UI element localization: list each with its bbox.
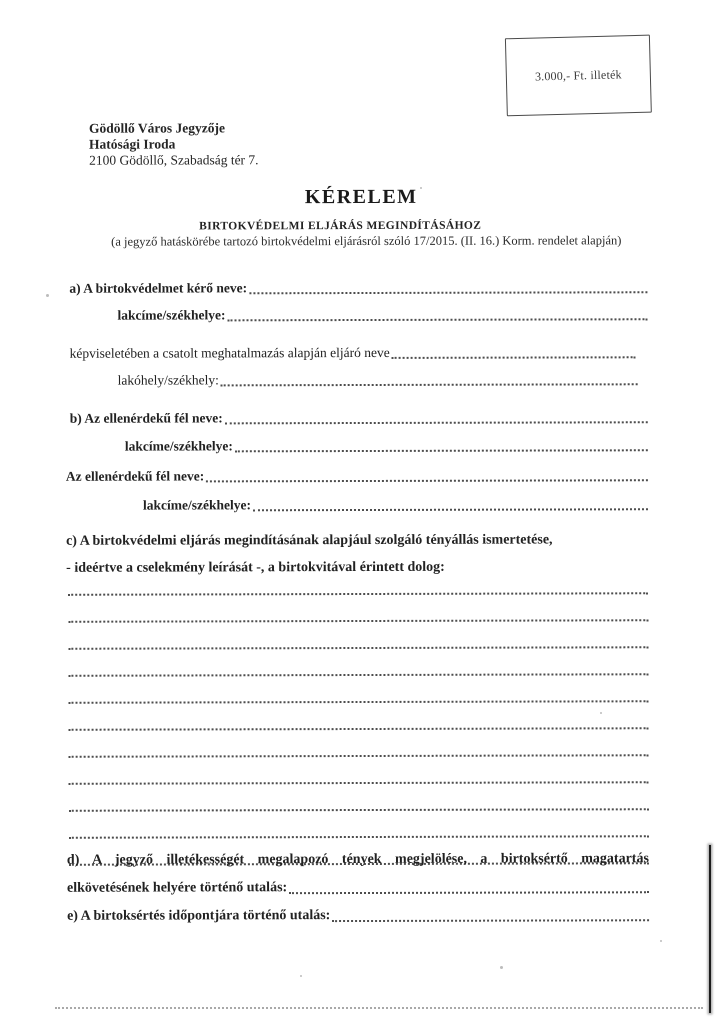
field-label-e: e) A birtoksértés időpontjára történő utalás: [67, 908, 331, 924]
dotted-fill-line [289, 891, 649, 894]
blank-dotted-line [68, 675, 648, 704]
field-label-b-address: lakcíme/székhelye: [124, 438, 233, 454]
document-subtitle: BIRTOKVÉDELMI ELJÁRÁS MEGINDÍTÁSÁHOZ [199, 219, 482, 233]
field-label-a-name: a) A birtokvédelmet kérő neve: [69, 280, 248, 296]
dotted-fill-line [221, 383, 638, 386]
scan-speck [600, 712, 602, 714]
field-row-a-name [69, 278, 647, 298]
field-label-representative-address: lakóhely/székhely: [117, 372, 219, 388]
dotted-fill-line [206, 479, 648, 482]
field-label-c-line2: - ideértve a cselekmény leírását -, a birtokvitával érintett dolog: [66, 559, 445, 576]
scan-speck [300, 975, 302, 977]
scan-speck [660, 940, 662, 942]
scan-speck [500, 966, 503, 969]
dotted-fill-line [227, 318, 647, 321]
recipient-line-2: Hatósági Iroda [89, 136, 176, 152]
recipient-address-block [89, 120, 259, 168]
fee-stamp-label: 3.000,- Ft. illeték [534, 66, 622, 84]
field-row-b2-address [143, 495, 648, 514]
field-label-c-line1: c) A birtokvédelmi eljárás megindításának alapjául szolgáló tényállás ismertetése, [66, 532, 553, 549]
c-blank-lines [68, 567, 649, 866]
blank-dotted-line [69, 702, 649, 731]
blank-dotted-line [68, 594, 648, 623]
field-label-representative-name: képviseletében a csatolt meghatalmazás alapján eljáró neve [69, 344, 390, 361]
field-row-b-address [125, 436, 648, 455]
blank-dotted-line [69, 729, 649, 758]
blank-dotted-line [69, 783, 649, 812]
blank-dotted-line [69, 810, 649, 839]
field-label-b2-address: lakcíme/székhelye: [142, 497, 251, 513]
field-row-a-address [117, 305, 647, 324]
dotted-fill-line [225, 421, 648, 424]
dotted-fill-line [392, 356, 636, 359]
field-row-representative-name [70, 343, 636, 362]
fee-stamp-box [505, 35, 652, 117]
legal-basis-note: (a jegyző hatáskörébe tartozó birtokvédelmi eljárásról szóló 17/2015. (II. 16.) Korm. rendelet alapján) [111, 233, 622, 249]
scan-speck [46, 294, 49, 297]
blank-dotted-line [68, 621, 648, 650]
field-label-b2-name: Az ellenérdekű fél neve: [65, 468, 205, 484]
dotted-fill-line [332, 919, 649, 922]
recipient-line-3: 2100 Gödöllő, Szabadság tér 7. [89, 152, 259, 168]
blank-dotted-line [68, 648, 648, 677]
dotted-fill-line [235, 449, 648, 452]
document-title: KÉRELEM [304, 185, 418, 209]
field-row-e [67, 906, 649, 926]
recipient-line-1: Gödöllő Város Jegyzője [88, 120, 226, 136]
blank-dotted-line [69, 756, 649, 785]
blank-dotted-line [68, 567, 648, 596]
scan-bottom-dotted-artifact [55, 1001, 703, 1009]
field-row-b-name [70, 408, 648, 428]
field-row-representative-address [118, 370, 638, 389]
field-label-b-name: b) Az ellenérdekű fél neve: [69, 410, 223, 426]
scan-speck [420, 187, 422, 189]
dotted-fill-line [249, 291, 647, 294]
field-label-d-line1: d) A jegyző illetékességét megalapozó tények megjelölése, a birtoksértő magatartás [66, 851, 649, 868]
field-row-b2-name [66, 466, 648, 486]
scan-edge-line-artifact [709, 845, 711, 1013]
dotted-fill-line [253, 508, 648, 511]
field-label-d-line2: elkövetésének helyére történő utalás: [66, 880, 288, 896]
field-label-a-address: lakcíme/székhelye: [117, 307, 226, 323]
field-row-d-line2 [67, 878, 649, 898]
